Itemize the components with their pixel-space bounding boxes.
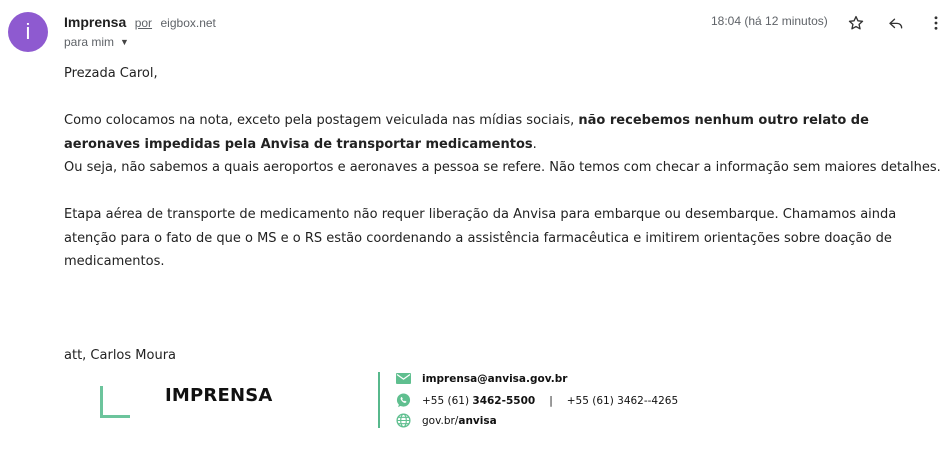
phone-separator: | — [549, 394, 553, 407]
greeting: Prezada Carol, — [64, 66, 158, 81]
recipient-label: para mim — [64, 35, 115, 49]
closing: att, Carlos Moura — [64, 348, 177, 363]
phone-1-number: 3462-5500 — [472, 394, 536, 407]
sender-avatar[interactable]: i — [8, 12, 48, 52]
signature-divider — [378, 372, 380, 428]
whatsapp-icon — [396, 393, 411, 408]
signature-site-row — [396, 413, 497, 428]
signature-title: IMPRENSA — [165, 385, 273, 406]
sender-name[interactable]: Imprensa — [64, 14, 127, 30]
signature-phone-1[interactable] — [422, 395, 535, 407]
paragraph-1 — [64, 109, 948, 156]
chevron-down-icon[interactable]: ▼ — [120, 37, 129, 47]
phone-1-prefix: +55 (61) — [422, 394, 473, 407]
more-vert-icon[interactable] — [924, 11, 948, 35]
paragraph-1-text: Como colocamos na nota, exceto pela postagem veiculada nas mídias sociais, — [64, 113, 579, 128]
signature-phone-row — [396, 393, 678, 408]
message-body — [64, 62, 948, 368]
globe-icon — [396, 413, 411, 428]
mail-icon — [396, 371, 411, 386]
paragraph-2: Ou seja, não sabemos a quais aeroportos e aeronaves a pessoa se refere. Não temos com checar a informação sem maiores detalhes. — [64, 160, 941, 175]
signature-email-row — [396, 371, 567, 386]
paragraph-3: Etapa aérea de transporte de medicamento não requer liberação da Anvisa para embarque ou desembarque. Chamamos ainda atenção para o fato de que o MS e o RS estão coordenando a assistência farmacêutica e imitirem orientações sobre doação de medicamentos. — [64, 207, 897, 269]
signature-email[interactable]: imprensa@anvisa.gov.br — [422, 372, 568, 385]
signature-phone-2[interactable]: +55 (61) 3462--4265 — [566, 394, 679, 407]
message-time: 18:04 (há 12 minutos) — [711, 14, 828, 28]
paragraph-1-bold: não recebemos nenhum outro relato de aeronaves impedidas pela Anvisa de transportar medicamentos — [64, 113, 869, 152]
signature-logo-bracket — [100, 386, 130, 418]
recipient-line[interactable] — [64, 35, 129, 49]
site-prefix: gov.br/ — [422, 414, 459, 427]
signature-site[interactable] — [422, 415, 497, 427]
star-icon[interactable] — [844, 11, 868, 35]
sender-domain: eigbox.net — [160, 16, 216, 30]
via-link[interactable]: por — [134, 16, 153, 30]
sender-line — [64, 14, 216, 32]
site-bold: anvisa — [458, 414, 497, 427]
reply-icon[interactable] — [884, 11, 908, 35]
paragraph-1-end: . — [532, 136, 537, 152]
